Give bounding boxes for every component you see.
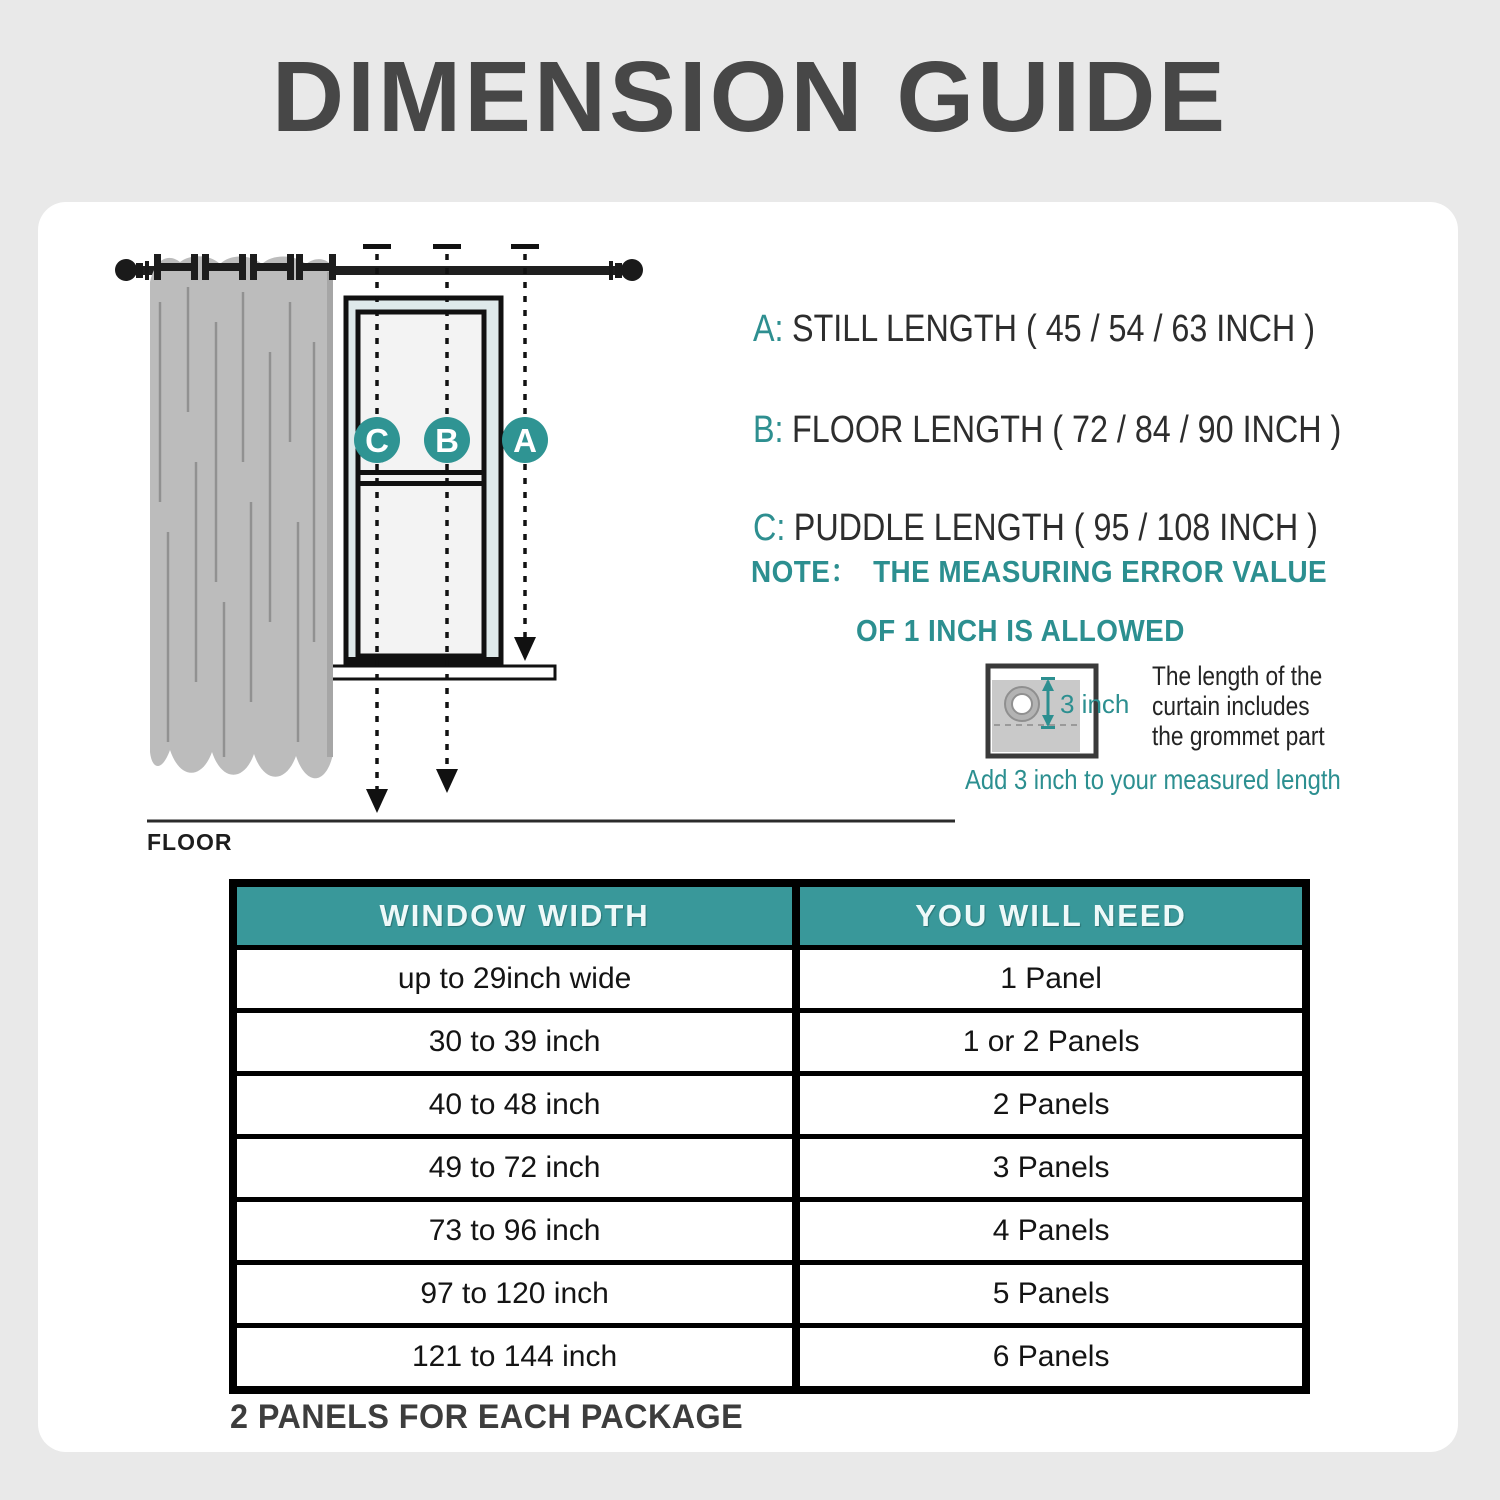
table-row: [233, 948, 1306, 1011]
note-line-1: [751, 546, 1327, 591]
panels-cell: 3 Panels: [796, 1137, 1306, 1200]
panels-cell: 1 or 2 Panels: [796, 1011, 1306, 1074]
panels-cell: 4 Panels: [796, 1200, 1306, 1263]
marker-a: [502, 417, 548, 463]
window: [322, 298, 555, 679]
panels-cell: 6 Panels: [796, 1326, 1306, 1391]
table-row: [233, 1137, 1306, 1200]
window-width-cell: 30 to 39 inch: [233, 1011, 796, 1074]
table-row: [233, 1326, 1306, 1391]
panels-cell: 1 Panel: [796, 948, 1306, 1011]
grommet-desc-line-2: curtain includes: [1152, 691, 1310, 721]
add-length-tip: Add 3 inch to your measured length: [965, 764, 1341, 795]
package-note: 2 PANELS FOR EACH PACKAGE: [230, 1398, 744, 1436]
note-text-1: THE MEASURING ERROR VALUE: [873, 554, 1328, 589]
content-card: [38, 202, 1458, 1452]
marker-c: [354, 417, 400, 463]
grommet-description: [1152, 661, 1325, 751]
window-width-cell: 73 to 96 inch: [233, 1200, 796, 1263]
length-line-a: [753, 308, 1315, 351]
window-width-cell: up to 29inch wide: [233, 948, 796, 1011]
length-text-b: FLOOR LENGTH ( 72 / 84 / 90 INCH ): [792, 409, 1342, 451]
table-row: [233, 1200, 1306, 1263]
table-header-row: [233, 883, 1306, 948]
note-prefix: NOTE：: [751, 554, 859, 589]
header-you-will-need: YOU WILL NEED: [796, 883, 1306, 948]
length-prefix-a: A:: [753, 308, 784, 350]
note-line-2: OF 1 INCH IS ALLOWED: [856, 613, 1185, 648]
floor-label: FLOOR: [147, 829, 233, 855]
header-window-width: WINDOW WIDTH: [233, 883, 796, 948]
panels-cell: 2 Panels: [796, 1074, 1306, 1137]
grommet-measure-label: 3 inch: [1060, 689, 1130, 719]
window-width-cell: 40 to 48 inch: [233, 1074, 796, 1137]
length-text-c: PUDDLE LENGTH ( 95 / 108 INCH ): [793, 507, 1318, 549]
panels-cell: 5 Panels: [796, 1263, 1306, 1326]
length-text-a: STILL LENGTH ( 45 / 54 / 63 INCH ): [792, 308, 1315, 350]
window-width-cell: 97 to 120 inch: [233, 1263, 796, 1326]
page-title: DIMENSION GUIDE: [271, 41, 1229, 153]
svg-text:B: B: [435, 422, 459, 459]
length-prefix-b: B:: [753, 409, 784, 451]
table-row: [233, 1263, 1306, 1326]
panel-table: [229, 879, 1310, 1394]
grommet-desc-line-1: The length of the: [1152, 661, 1323, 691]
table-row: [233, 1074, 1306, 1137]
table-row: [233, 1011, 1306, 1074]
length-line-c: [753, 507, 1318, 550]
curtain: [150, 254, 336, 778]
window-width-cell: 121 to 144 inch: [233, 1326, 796, 1391]
length-prefix-c: C:: [753, 507, 786, 549]
length-line-b: [753, 409, 1341, 452]
svg-text:A: A: [513, 422, 537, 459]
grommet-desc-line-3: the grommet part: [1152, 721, 1325, 751]
window-width-cell: 49 to 72 inch: [233, 1137, 796, 1200]
marker-b: [424, 417, 470, 463]
grommet-ring-icon: [1005, 687, 1039, 721]
svg-text:C: C: [365, 422, 389, 459]
